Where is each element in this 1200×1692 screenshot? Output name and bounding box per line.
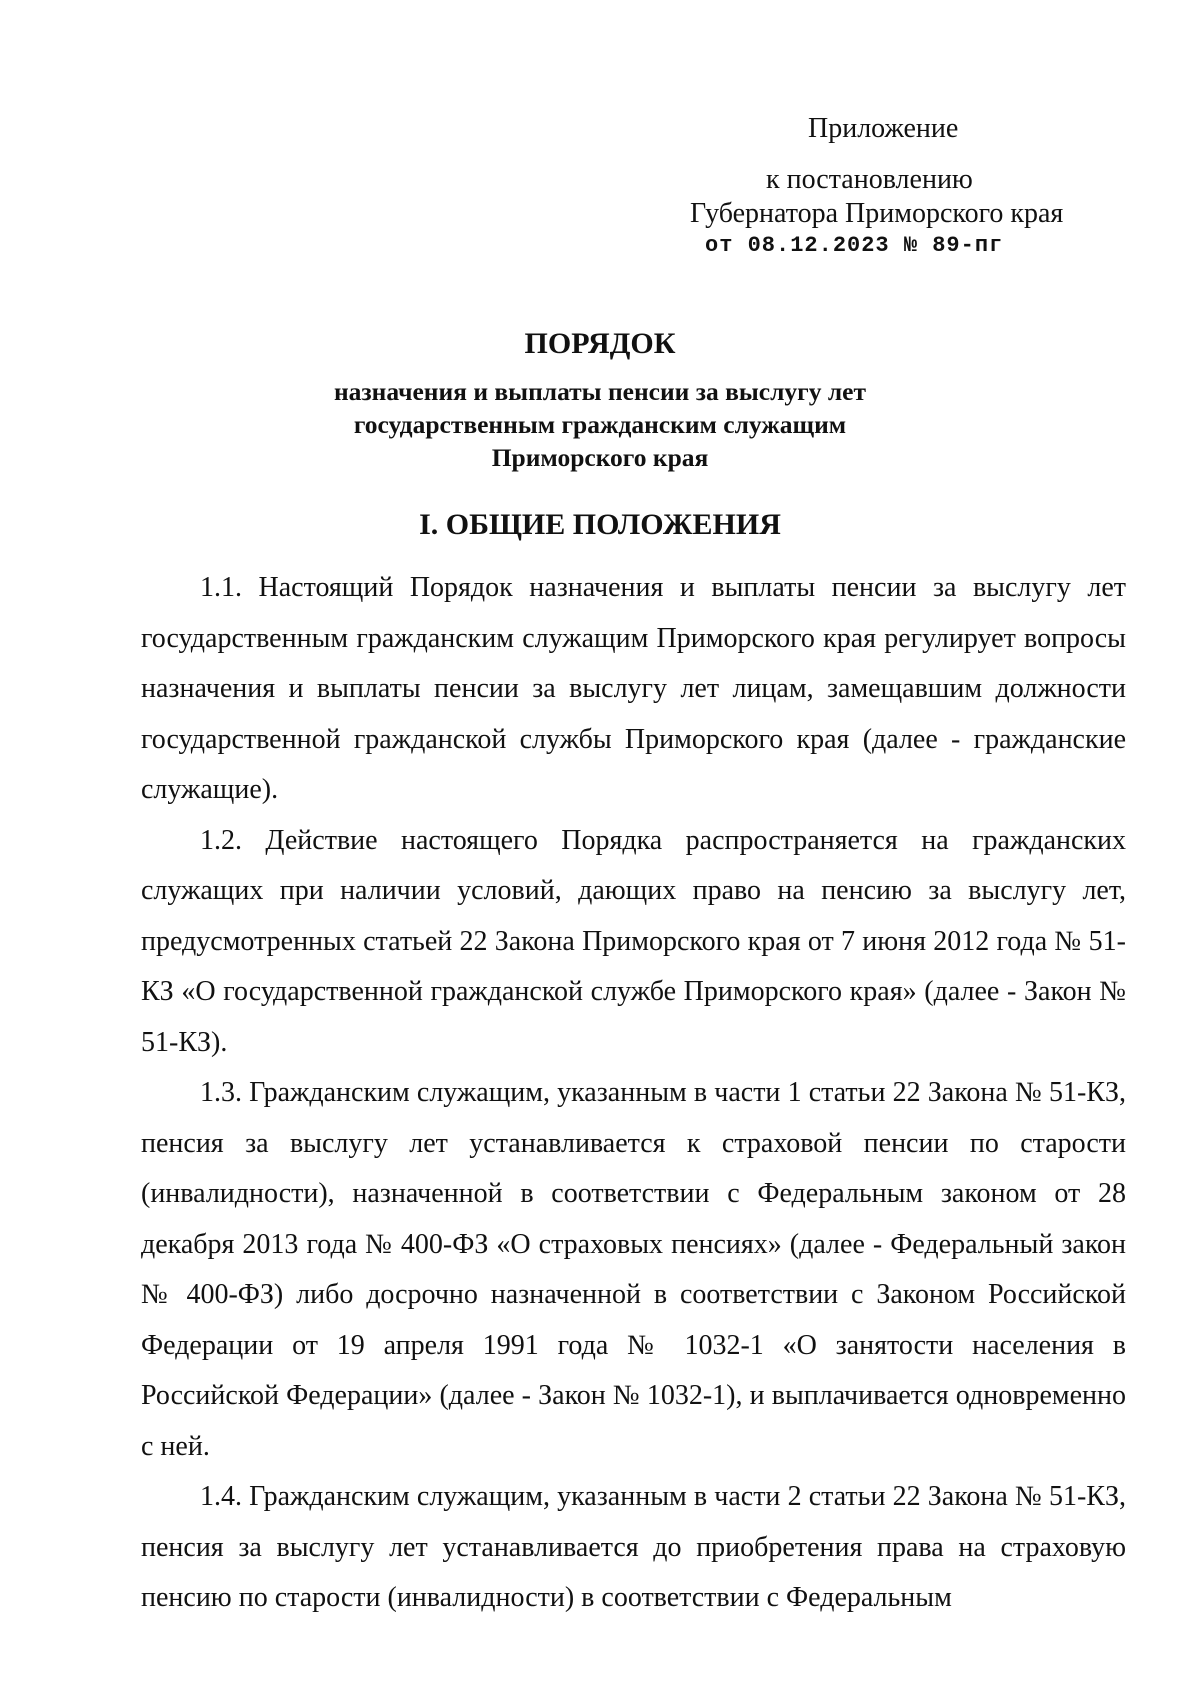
paragraph-1-4: 1.4. Гражданским служащим, указанным в части 2 статьи 22 Закона № 51-КЗ, пенсия за выслугу лет устанавливается до приобретения права на страховую пенсию по старости (инвалидности) в соответствии с Федеральным [141, 1481, 1126, 1613]
document-body [141, 563, 1126, 1624]
appendix-line-2: Губернатора Приморского края [690, 198, 1064, 229]
appendix-line-1: к постановлению [766, 164, 973, 195]
paragraph-1-2: 1.2. Действие настоящего Порядка распространяется на гражданских служащих при наличии условий, дающих право на пенсию за выслугу лет, предусмотренных статьей 22 Закона Приморского края от 7 июня 2012 года № 51-КЗ «О государственной гражданской службе Приморского края» (далее - Закон № 51-КЗ). [141, 824, 1126, 1058]
paragraph-1-3: 1.3. Гражданским служащим, указанным в части 1 статьи 22 Закона № 51-КЗ, пенсия за выслугу лет устанавливается к страховой пенсии по старости (инвалидности), назначенной в соответствии с Федеральным законом от 28 декабря 2013 года № 400-ФЗ «О страховых пенсиях» (далее - Федеральный закон № 400-ФЗ) либо досрочно назначенной в соответствии с Законом Российской Федерации от 19 апреля 1991 года № 1032-1 «О занятости населения в Российской Федерации» (далее - Закон № 1032-1), и выплачивается одновременно с ней. [141, 1077, 1126, 1462]
document-title: ПОРЯДОК [524, 327, 676, 360]
appendix-label: Приложение [808, 113, 959, 144]
document-subtitle-line-2: государственным гражданским служащим [353, 410, 847, 439]
document-subtitle-line-3: Приморского края [491, 443, 709, 472]
section-title: I. ОБЩИЕ ПОЛОЖЕНИЯ [419, 508, 781, 541]
appendix-date-number: от 08.12.2023 № 89-пг [705, 233, 1004, 258]
paragraph-1-1: 1.1. Настоящий Порядок назначения и выплаты пенсии за выслугу лет государственным гражданским служащим Приморского края регулирует вопросы назначения и выплаты пенсии за выслугу лет лицам, замещавшим должности государственной гражданской службы Приморского края (далее - гражданские служащие). [141, 572, 1126, 805]
document-subtitle-line-1: назначения и выплаты пенсии за выслугу лет [333, 377, 867, 406]
